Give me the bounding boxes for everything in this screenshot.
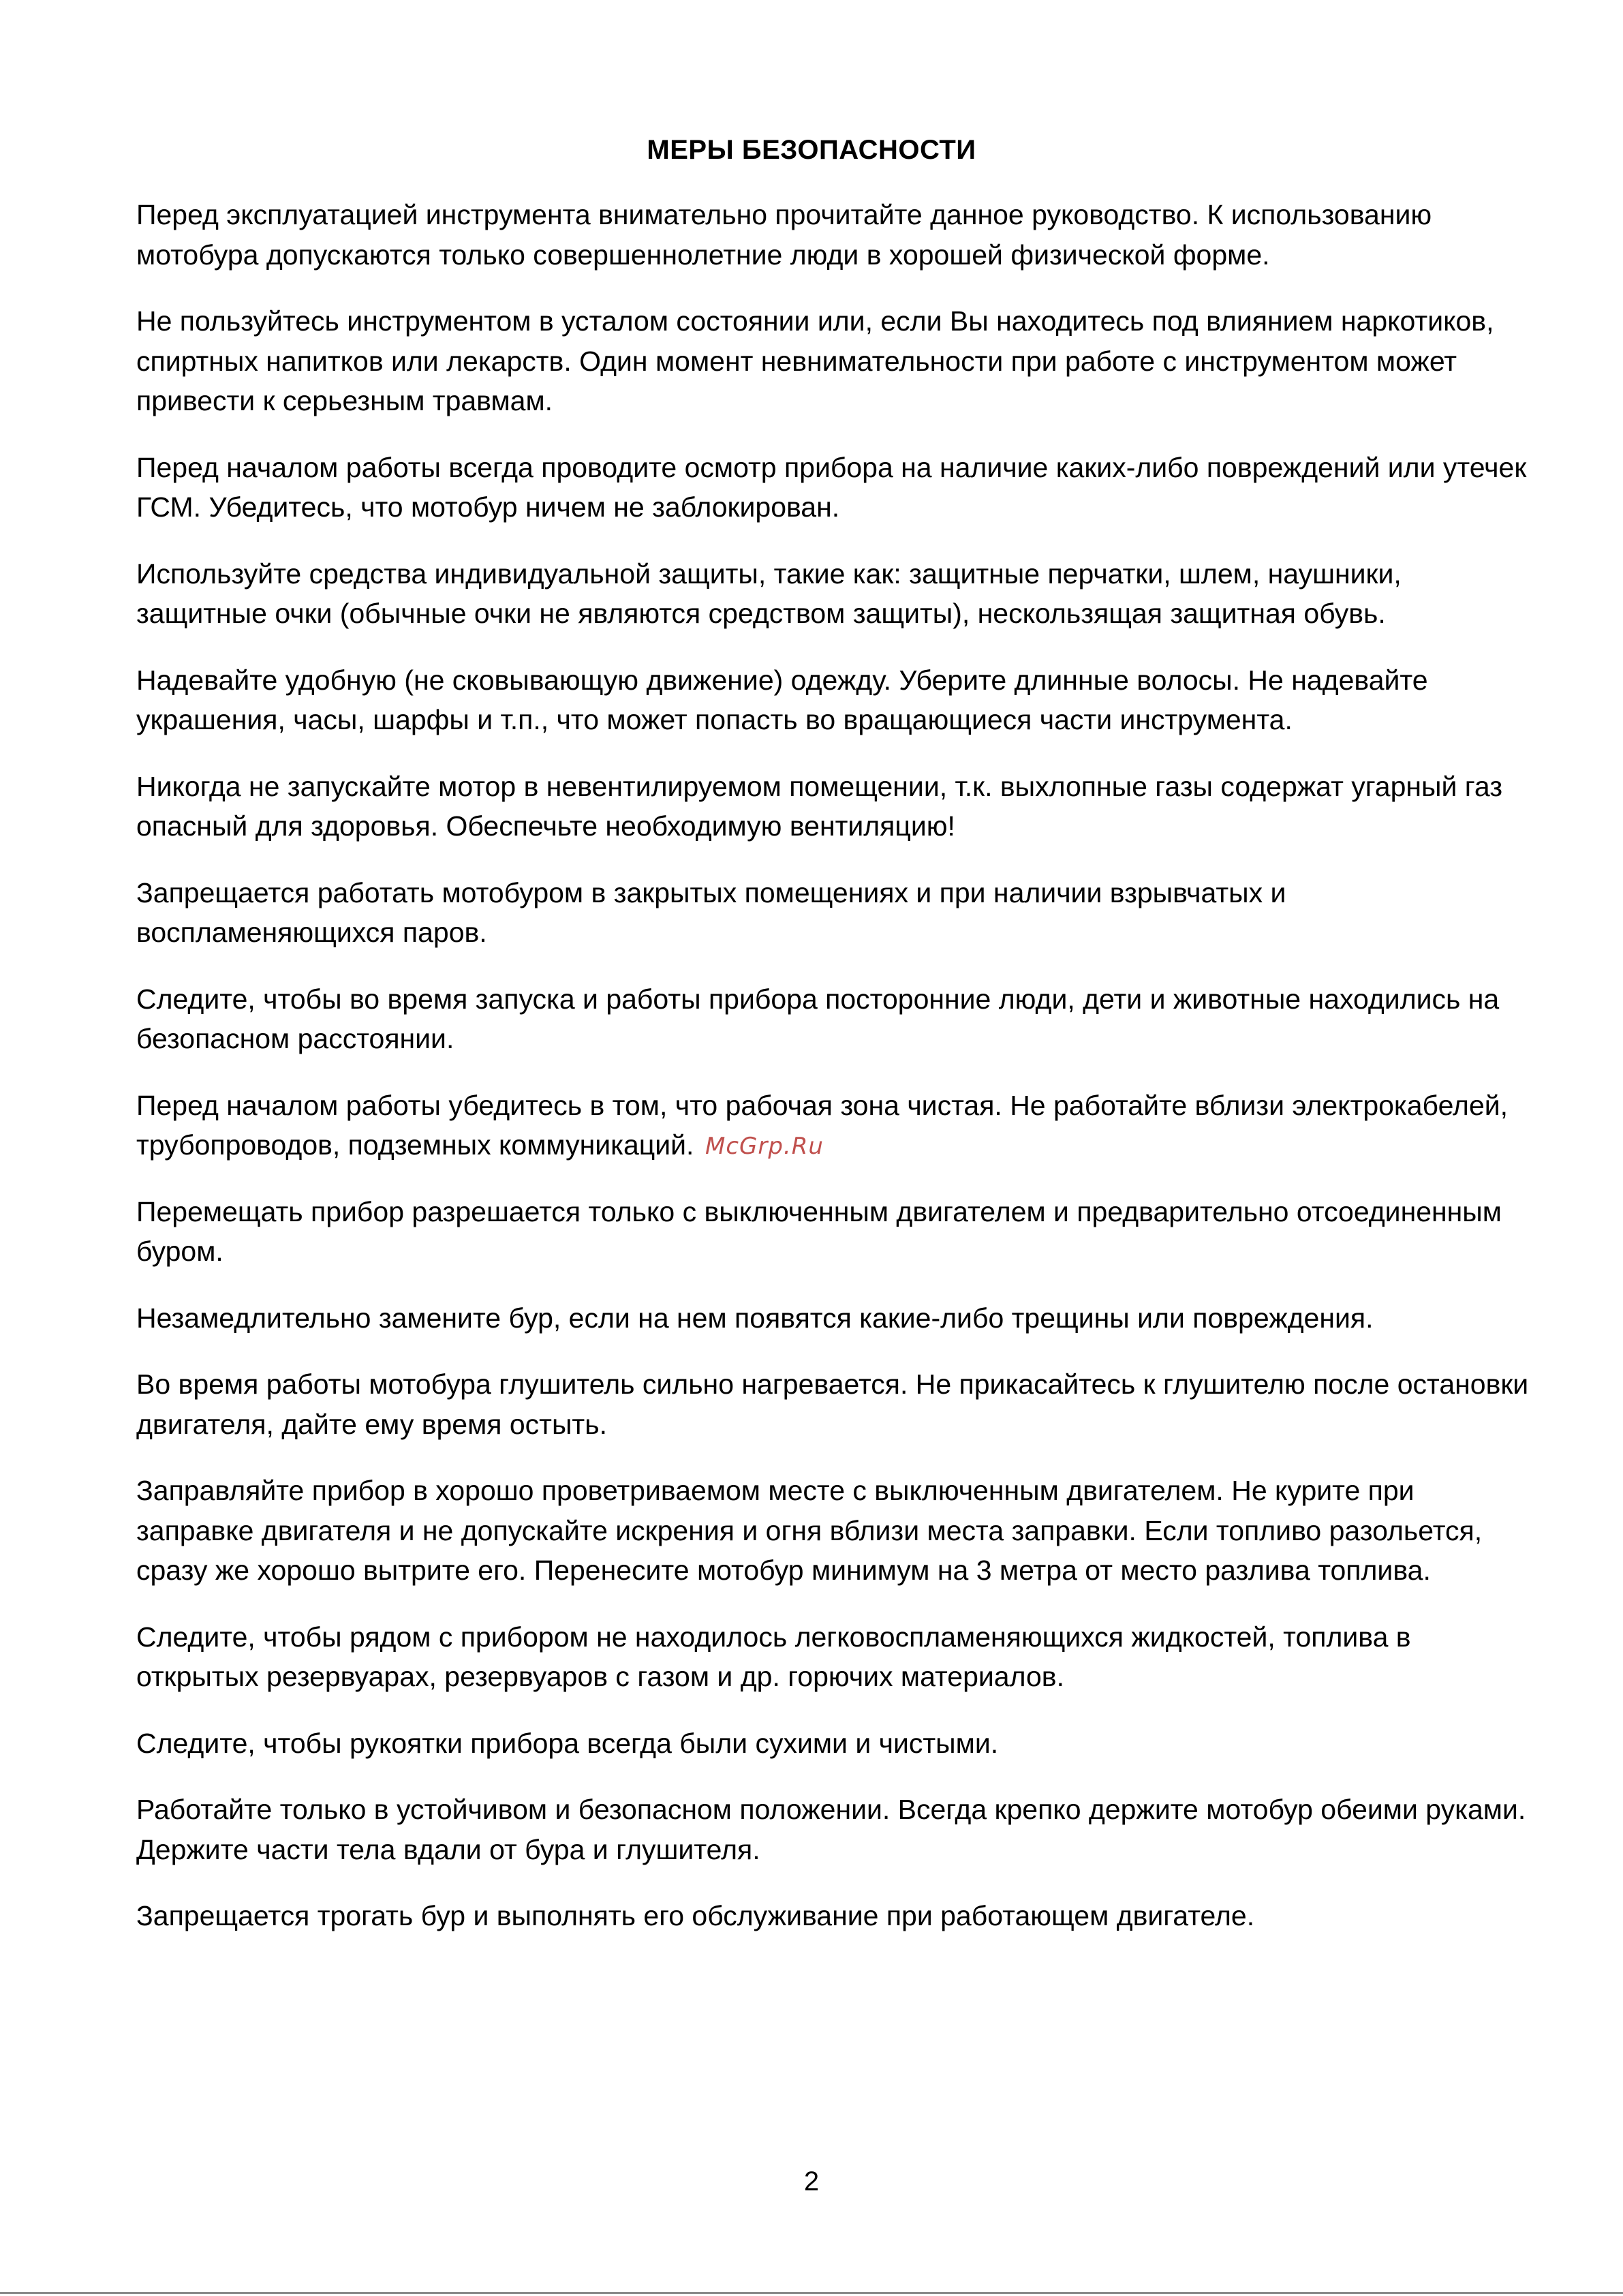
paragraph-1: Перед эксплуатацией инструмента внимательно прочитайте данное руководство. К использованию мотобура допускаются только совершеннолетние люди в хорошей физической форме.	[136, 199, 1432, 271]
page-title: МЕРЫ БЕЗОПАСНОСТИ	[647, 135, 976, 165]
paragraph-7: Запрещается работать мотобуром в закрытых помещениях и при наличии взрывчатых и воспламеняющихся паров.	[136, 876, 1286, 948]
paragraph-3: Перед началом работы всегда проводите осмотр прибора на наличие каких-либо повреждений или утечек ГСМ. Убедитесь, что мотобур ничем не заблокирован.	[136, 451, 1527, 523]
safety-text-body	[136, 195, 1533, 1963]
watermark-text: McGrp.Ru	[705, 1133, 824, 1160]
paragraph-13: Заправляйте прибор в хорошо проветриваемом месте с выключенным двигателем. Не курите при заправке двигателя и не допускайте искрения и огня вблизи места заправки. Если топливо разольется, сразу же хорошо вытрите его. Перенесите мотобур минимум на 3 метра от место разлива топлива.	[136, 1475, 1483, 1586]
paragraph-5: Надевайте удобную (не сковывающую движение) одежду. Уберите длинные волосы. Не надевайте украшения, часы, шарфы и т.п., что может попасть во вращающиеся части инструмента.	[136, 664, 1428, 735]
paragraph-12: Во время работы мотобура глушитель сильно нагревается. Не прикасайтесь к глушителю после остановки двигателя, дайте ему время остыть.	[136, 1368, 1529, 1440]
paragraph-15: Следите, чтобы рукоятки прибора всегда были сухими и чистыми.	[136, 1727, 999, 1759]
paragraph-11: Незамедлительно замените бур, если на нем появятся какие-либо трещины или повреждения.	[136, 1302, 1374, 1334]
paragraph-16: Работайте только в устойчивом и безопасном положении. Всегда крепко держите мотобур обеими руками. Держите части тела вдали от бура и глушителя.	[136, 1794, 1526, 1865]
paragraph-17: Запрещается трогать бур и выполнять его обслуживание при работающем двигателе.	[136, 1900, 1255, 1931]
paragraph-14: Следите, чтобы рядом с прибором не находилось легковоспламеняющихся жидкостей, топлива в открытых резервуарах, резервуаров с газом и др. горючих материалов.	[136, 1621, 1411, 1692]
page-bottom-edge	[0, 2292, 1623, 2294]
paragraph-9: Перед началом работы убедитесь в том, что рабочая зона чистая. Не работайте вблизи электрокабелей, трубопроводов, подземных коммуникаций.	[136, 1089, 1509, 1161]
page-number: 2	[803, 2167, 820, 2196]
paragraph-4: Используйте средства индивидуальной защиты, такие как: защитные перчатки, шлем, наушники, защитные очки (обычные очки не являются средством защиты), нескользящая защитная обувь.	[136, 557, 1402, 629]
paragraph-6: Никогда не запускайте мотор в невентилируемом помещении, т.к. выхлопные газы содержат угарный газ опасный для здоровья. Обеспечьте необходимую вентиляцию!	[136, 770, 1502, 842]
paragraph-8: Следите, чтобы во время запуска и работы прибора посторонние люди, дети и животные находились на безопасном расстоянии.	[136, 983, 1500, 1054]
paragraph-2: Не пользуйтесь инструментом в усталом состоянии или, если Вы находитесь под влиянием наркотиков, спиртных напитков или лекарств. Один момент невнимательности при работе с инструментом может привести к серьезным травмам.	[136, 305, 1494, 416]
paragraph-10: Перемещать прибор разрешается только с выключенным двигателем и предварительно отсоединенным буром.	[136, 1195, 1502, 1267]
